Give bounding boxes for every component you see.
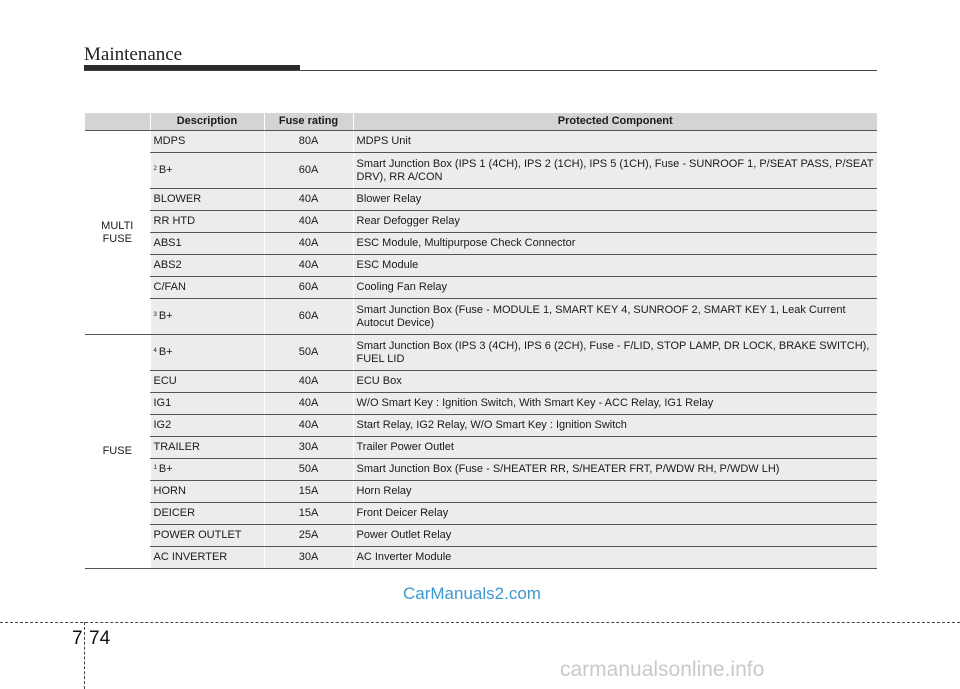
fuse-rating: 40A: [264, 371, 353, 393]
protected-component: Horn Relay: [353, 481, 877, 503]
footer-dashed-divider: [84, 622, 85, 689]
column-header-description: Description: [150, 113, 264, 131]
fuse-rating: 40A: [264, 415, 353, 437]
table-row: [85, 547, 877, 569]
table-row: [85, 131, 877, 153]
fuse-rating: 25A: [264, 525, 353, 547]
table-row: [85, 153, 877, 189]
fuse-description-text: B+: [158, 310, 173, 322]
table-row: [85, 255, 877, 277]
fuse-description-text: RR HTD: [153, 215, 196, 227]
fuse-description: [150, 335, 264, 371]
fuse-description-text: ECU: [153, 375, 177, 387]
protected-component: ESC Module: [353, 255, 877, 277]
table-header-row: [85, 113, 877, 131]
fuse-description-text: AC INVERTER: [153, 551, 228, 563]
watermark-text: CarManuals2.com: [403, 584, 541, 603]
table-row: [85, 233, 877, 255]
protected-component: ECU Box: [353, 371, 877, 393]
protected-component: Smart Junction Box (IPS 3 (4CH), IPS 6 (2CH), Fuse - F/LID, STOP LAMP, DR LOCK, BRAKE SWITCH), FUEL LID: [353, 335, 877, 371]
fuse-description-text: IG1: [153, 397, 172, 409]
protected-component: AC Inverter Module: [353, 547, 877, 569]
fuse-rating: 50A: [264, 459, 353, 481]
footnote-ref: 4: [153, 348, 157, 354]
table-row: [85, 481, 877, 503]
fuse-description-text: B+: [158, 164, 173, 176]
fuse-description: [150, 525, 264, 547]
footnote-ref: 1: [153, 465, 157, 471]
protected-component: Front Deicer Relay: [353, 503, 877, 525]
fuse-description: [150, 437, 264, 459]
fuse-rating: 15A: [264, 503, 353, 525]
group-label: FUSE: [85, 335, 150, 569]
footnote-ref: 3: [153, 312, 157, 318]
fuse-description: [150, 277, 264, 299]
fuse-description-text: HORN: [153, 485, 186, 497]
protected-component: ESC Module, Multipurpose Check Connector: [353, 233, 877, 255]
protected-component: Rear Defogger Relay: [353, 211, 877, 233]
fuse-description-text: ABS2: [153, 259, 182, 271]
fuse-description: [150, 211, 264, 233]
footer-dashed-rule: [0, 622, 960, 623]
page-section-number: 7: [72, 628, 83, 649]
column-header-group: [85, 113, 150, 131]
table-row: [85, 459, 877, 481]
fuse-rating: 60A: [264, 277, 353, 299]
table-row: [85, 189, 877, 211]
fuse-description-text: POWER OUTLET: [153, 529, 242, 541]
protected-component: Smart Junction Box (Fuse - MODULE 1, SMART KEY 4, SUNROOF 2, SMART KEY 1, Leak Current Autocut Device): [353, 299, 877, 335]
table-row: [85, 277, 877, 299]
fuse-description-text: BLOWER: [153, 193, 202, 205]
table-row: [85, 211, 877, 233]
fuse-description-text: DEICER: [153, 507, 196, 519]
fuse-rating: 40A: [264, 233, 353, 255]
table-row: [85, 393, 877, 415]
fuse-description: [150, 233, 264, 255]
fuse-description: [150, 255, 264, 277]
table-row: [85, 437, 877, 459]
protected-component: Trailer Power Outlet: [353, 437, 877, 459]
table-row: [85, 371, 877, 393]
fuse-description: [150, 415, 264, 437]
fuse-description: [150, 459, 264, 481]
table-row: [85, 335, 877, 371]
fuse-table: [85, 113, 877, 569]
fuse-description: [150, 393, 264, 415]
page-header-title: Maintenance: [84, 44, 183, 65]
protected-component: Blower Relay: [353, 189, 877, 211]
column-header-fuse-rating: Fuse rating: [264, 113, 353, 131]
fuse-description-text: IG2: [153, 419, 172, 431]
fuse-description-text: B+: [158, 346, 173, 358]
table-row: [85, 299, 877, 335]
fuse-rating: 60A: [264, 299, 353, 335]
page-number: 74: [89, 628, 111, 649]
fuse-description-text: MDPS: [153, 135, 186, 147]
fuse-description-text: ABS1: [153, 237, 182, 249]
protected-component: Cooling Fan Relay: [353, 277, 877, 299]
table-row: [85, 415, 877, 437]
fuse-description-text: B+: [158, 463, 173, 475]
protected-component: Smart Junction Box (Fuse - S/HEATER RR, S/HEATER FRT, P/WDW RH, P/WDW LH): [353, 459, 877, 481]
fuse-description: [150, 503, 264, 525]
fuse-rating: 40A: [264, 211, 353, 233]
group-label: MULTI FUSE: [85, 131, 150, 335]
protected-component: W/O Smart Key : Ignition Switch, With Smart Key - ACC Relay, IG1 Relay: [353, 393, 877, 415]
fuse-description: [150, 189, 264, 211]
footer-watermark: carmanualsonline.info: [560, 658, 765, 681]
fuse-rating: 30A: [264, 437, 353, 459]
header-rule: [84, 70, 877, 71]
fuse-rating: 80A: [264, 131, 353, 153]
fuse-rating: 30A: [264, 547, 353, 569]
protected-component: MDPS Unit: [353, 131, 877, 153]
protected-component: Start Relay, IG2 Relay, W/O Smart Key : Ignition Switch: [353, 415, 877, 437]
fuse-description: [150, 299, 264, 335]
fuse-description: [150, 547, 264, 569]
fuse-rating: 50A: [264, 335, 353, 371]
fuse-rating: 40A: [264, 255, 353, 277]
table-row: [85, 503, 877, 525]
footnote-ref: 2: [153, 166, 157, 172]
fuse-description: [150, 153, 264, 189]
fuse-description: [150, 371, 264, 393]
fuse-rating: 40A: [264, 189, 353, 211]
fuse-rating: 40A: [264, 393, 353, 415]
fuse-rating: 60A: [264, 153, 353, 189]
fuse-description: [150, 481, 264, 503]
column-header-protected-component: Protected Component: [353, 113, 877, 131]
protected-component: Smart Junction Box (IPS 1 (4CH), IPS 2 (1CH), IPS 5 (1CH), Fuse - SUNROOF 1, P/SEAT PASS, P/SEAT DRV), RR A/CON: [353, 153, 877, 189]
protected-component: Power Outlet Relay: [353, 525, 877, 547]
fuse-rating: 15A: [264, 481, 353, 503]
fuse-description-text: TRAILER: [153, 441, 200, 453]
fuse-description: [150, 131, 264, 153]
table-row: [85, 525, 877, 547]
fuse-description-text: C/FAN: [153, 281, 186, 293]
